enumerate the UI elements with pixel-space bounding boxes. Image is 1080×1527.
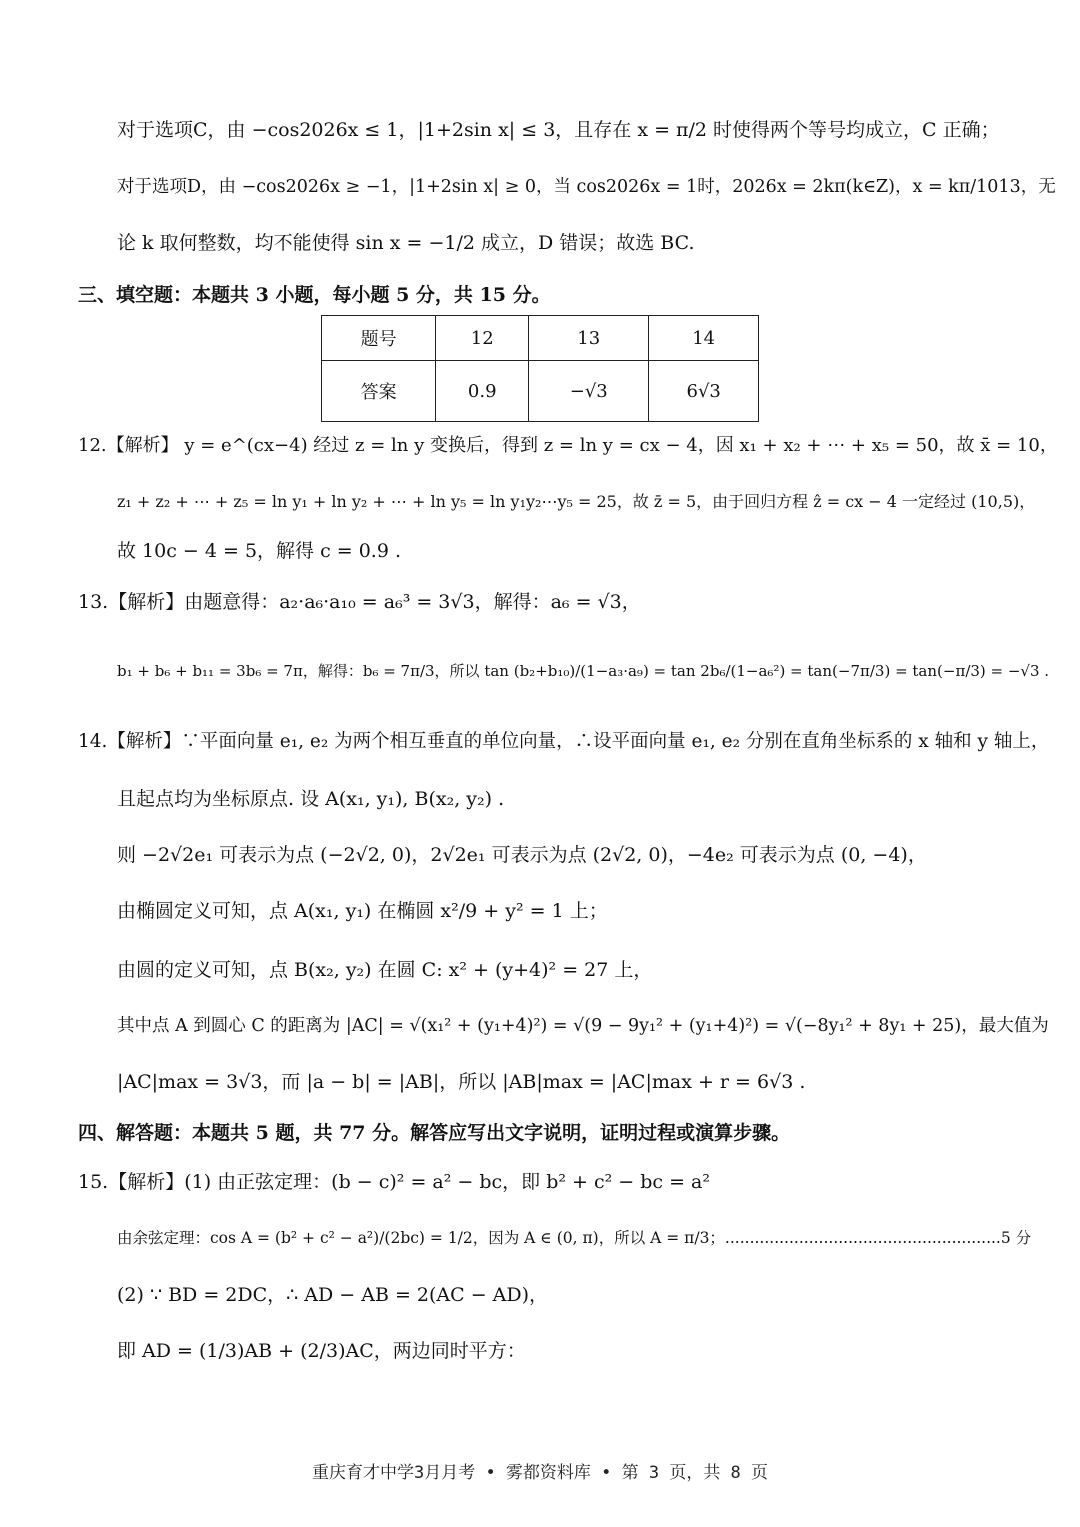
section-4-heading: 四、解答题：本题共 5 题，共 77 分。解答应写出文字说明，证明过程或演算步骤。 — [78, 1122, 791, 1144]
answer-table-answer-row — [322, 361, 759, 422]
table-cell: 6√3 — [649, 361, 759, 422]
q14-line-1: 14.【解析】∵平面向量 e₁, e₂ 为两个相互垂直的单位向量，∴设平面向量 e₁, e₂ 分别在直角坐标系的 x 轴和 y 轴上， — [78, 731, 1050, 752]
table-cell: 13 — [529, 316, 649, 361]
q15-line-2: 由余弦定理：cos A = (b² + c² − a²)/(2bc) = 1/2，因为 A ∈ (0, π)，所以 A = π/3；........................................................5 分 — [117, 1229, 1032, 1247]
option-d-line-1: 对于选项D，由 −cos2026x ≥ −1，|1+2sin x| ≥ 0，当 cos2026x = 1时，2026x = 2kπ(k∈Z)，x = kπ/1013，无 — [117, 177, 1056, 197]
q13-line-1: 13.【解析】由题意得：a₂·a₆·a₁₀ = a₆³ = 3√3，解得：a₆ = √3， — [78, 591, 641, 613]
q13-line-2: b₁ + b₆ + b₁₁ = 3b₆ = 7π，解得：b₆ = 7π/3，所以 tan (b₂+b₁₀)/(1−a₃·a₉) = tan 2b₆/(1−a₆²) = tan(−7π/3) = tan(−π/3) = −√3 . — [117, 662, 1050, 680]
q14-line-6: 其中点 A 到圆心 C 的距离为 |AC| = √(x₁² + (y₁+4)²) = √(9 − 9y₁² + (y₁+4)²) = √(−8y₁² + 8y₁ + 25)，最大值为 — [117, 1016, 1049, 1036]
q14-line-4: 由椭圆定义可知，点 A(x₁, y₁) 在椭圆 x²/9 + y² = 1 上； — [117, 900, 608, 922]
q14-line-5: 由圆的定义可知，点 B(x₂, y₂) 在圆 C: x² + (y+4)² = 27 上， — [117, 959, 653, 981]
q12-line-3: 故 10c − 4 = 5，解得 c = 0.9 . — [117, 540, 402, 562]
answer-table — [321, 315, 759, 422]
q14-line-2: 且起点均为坐标原点. 设 A(x₁, y₁), B(x₂, y₂) . — [117, 788, 505, 810]
q15-line-1: 15.【解析】(1) 由正弦定理：(b − c)² = a² − bc，即 b² + c² − bc = a² — [78, 1171, 710, 1193]
table-cell: 题号 — [322, 316, 436, 361]
page-footer: 重庆育才中学3月月考 • 雾都资料库 • 第 3 页，共 8 页 — [311, 1463, 769, 1483]
option-d-line-2: 论 k 取何整数，均不能使得 sin x = −1/2 成立，D 错误；故选 BC. — [117, 232, 695, 254]
answer-table-header-row — [322, 316, 759, 361]
table-cell: 14 — [649, 316, 759, 361]
table-cell: 12 — [436, 316, 529, 361]
q12-line-2: z₁ + z₂ + ⋯ + z₅ = ln y₁ + ln y₂ + ⋯ + ln y₅ = ln y₁y₂⋯y₅ = 25，故 z̄ = 5，由于回归方程 ẑ = cx − 4 一定经过 (10,5)， — [117, 492, 1036, 511]
q15-line-3: (2) ∵ BD = 2DC，∴ AD − AB = 2(AC − AD)， — [117, 1284, 549, 1306]
q14-line-7: |AC|max = 3√3，而 |a − b| = |AB|，所以 |AB|max = |AC|max + r = 6√3 . — [117, 1071, 806, 1093]
table-cell: 答案 — [322, 361, 436, 422]
q14-line-3: 则 −2√2e₁ 可表示为点 (−2√2, 0)，2√2e₁ 可表示为点 (2√2, 0)，−4e₂ 可表示为点 (0, −4)， — [117, 844, 927, 866]
section-3-heading: 三、填空题：本题共 3 小题，每小题 5 分，共 15 分。 — [78, 284, 551, 306]
q12-line-1: 12.【解析】 y = e^(cx−4) 经过 z = ln y 变换后，得到 z = ln y = cx − 4，因 x₁ + x₂ + ⋯ + x₅ = 50，故 x̄ = 10， — [78, 435, 1058, 456]
table-cell: −√3 — [529, 361, 649, 422]
option-c-line: 对于选项C，由 −cos2026x ≤ 1，|1+2sin x| ≤ 3，且存在 x = π/2 时使得两个等号均成立，C 正确； — [117, 119, 1000, 141]
table-cell: 0.9 — [436, 361, 529, 422]
q15-line-4: 即 AD = (1/3)AB + (2/3)AC，两边同时平方： — [117, 1340, 526, 1362]
